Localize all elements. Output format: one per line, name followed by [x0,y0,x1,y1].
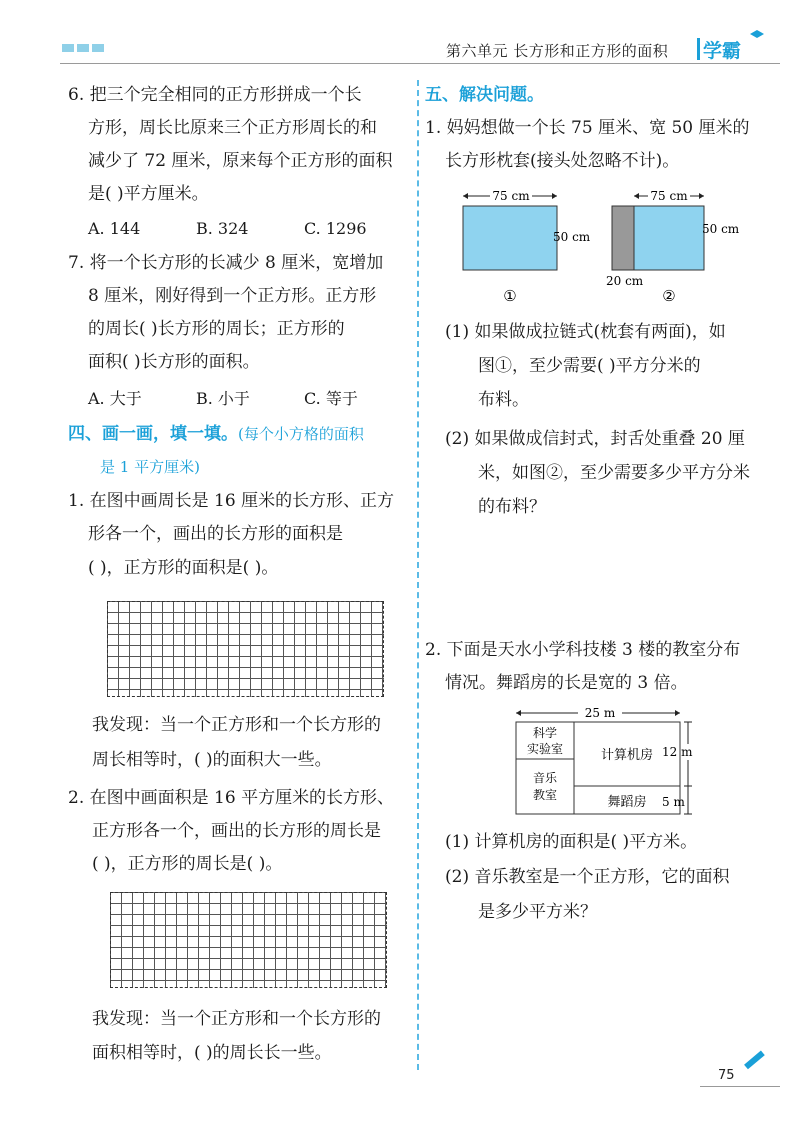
fig2-flap-label: 20 cm [606,274,644,288]
drawing-grid-1[interactable] [107,601,384,697]
fig2-arrowhead-right [699,193,704,199]
room-computer-label: 计算机房 [600,748,654,763]
column-divider [417,80,419,1070]
p1-sub1: 布料。 [478,390,529,410]
room-music-label: 教室 [532,788,558,802]
p2-sub2: (2) 音乐教室是一个正方形，它的面积 [445,867,730,887]
q6-line: 减少了 72 厘米，原来每个正方形的面积 [88,151,393,171]
q7-line: 的周长( )长方形的周长；正方形的 [88,319,345,339]
pencil-icon [744,1051,765,1070]
section-5-title: 五、解决问题。 [425,85,544,105]
floor-plan [508,702,718,822]
p1-sub2: 的布料？ [478,497,546,517]
fig1-length-label: 75 cm [492,189,530,203]
q6-option-c: C. 1296 [304,219,367,238]
fig2-width-label: 50 cm [702,222,740,236]
plan-arrowhead-left [516,710,521,716]
d1-line: 形各一个，画出的长方形的面积是 [88,524,343,544]
q7-line: 8 厘米，刚好得到一个正方形。正方形 [88,286,377,306]
room-dance-label: 舞蹈房 [607,795,647,810]
d2-finding: 面积相等时，( )的周长长一些。 [92,1043,332,1063]
section-4-heading [68,424,364,444]
q6-line: 方形，周长比原来三个正方形周长的和 [88,118,377,138]
d1-line: 1. 在图中画周长是 16 厘米的长方形、正方 [68,491,395,511]
section-4-note-cont [100,457,200,477]
p1-sub1: 图①，至少需要( )平方分米的 [478,356,701,376]
fig2-arrowhead-left [634,193,639,199]
header-rule [60,63,780,64]
plan-width-label: 25 m [584,706,616,720]
pillowcase-figure-1 [455,186,605,306]
q7-line: 7. 将一个长方形的长减少 8 厘米，宽增加 [68,253,384,273]
p1-line: 长方形枕套(接头处忽略不计)。 [445,151,680,171]
section-4-note: (每个小方格的面积 [238,425,364,443]
drawing-grid-2[interactable] [110,892,387,988]
footer-rule [700,1086,780,1087]
page-number: 75 [718,1068,735,1083]
fig1-arrowhead-left [463,193,468,199]
q7-option-b: B. 小于 [196,389,250,408]
room-music-label: 音乐 [532,771,558,785]
header-decoration [62,44,104,52]
d1-finding: 周长相等时，( )的面积大一些。 [92,750,332,770]
graduation-hat-icon [750,30,764,38]
fig1-width-label: 50 cm [553,230,591,244]
p1-line: 1. 妈妈想做一个长 75 厘米、宽 50 厘米的 [425,118,750,138]
p2-line: 情况。舞蹈房的长是宽的 3 倍。 [445,673,688,693]
d2-line: ( )，正方形的周长是( )。 [92,854,283,874]
q6-option-b: B. 324 [196,219,249,238]
d2-line: 正方形各一个，画出的长方形的周长是 [92,821,381,841]
d1-line: ( )，正方形的面积是( )。 [88,558,279,578]
q6-line: 6. 把三个完全相同的正方形拼成一个长 [68,85,362,105]
section-4-title: 四、画一画，填一填。 [68,424,238,444]
p2-sub2: 是多少平方米？ [478,902,597,922]
unit-title: 第六单元 长方形和正方形的面积 [446,42,669,60]
fig2-number: ② [662,287,676,305]
brand-bar [697,38,700,60]
p1-sub1: (1) 如果做成拉链式(枕套有两面)，如 [445,322,726,342]
q6-option-a: A. 144 [88,219,141,238]
fig2-flap [612,206,634,270]
q6-line: 是( )平方厘米。 [88,184,209,204]
fig2-rectangle [634,206,704,270]
p2-line: 2. 下面是天水小学科技楼 3 楼的教室分布 [425,640,741,660]
plan-height-top-label: 12 m [662,745,693,759]
d2-finding: 我发现：当一个正方形和一个长方形的 [92,1009,381,1029]
d1-finding: 我发现：当一个正方形和一个长方形的 [92,715,381,735]
p1-sub2: (2) 如果做成信封式，封舌处重叠 20 厘 [445,429,745,449]
fig2-length-label: 75 cm [650,189,688,203]
p2-sub1: (1) 计算机房的面积是( )平方米。 [445,832,698,852]
plan-height-bottom-label: 5 m [662,795,685,809]
d2-line: 2. 在图中画面积是 16 平方厘米的长方形、 [68,788,395,808]
brand-logo: 学霸 [703,40,742,62]
room-lab-label: 实验室 [526,742,564,756]
room-lab-label: 科学 [532,726,558,740]
q7-option-c: C. 等于 [304,389,358,408]
q7-line: 面积( )长方形的面积。 [88,352,260,372]
fig1-arrowhead-right [552,193,557,199]
fig1-rectangle [463,206,557,270]
plan-arrowhead-right [675,710,680,716]
section-4-note-line2: 是 1 平方厘米) [100,458,200,476]
fig1-number: ① [503,287,517,305]
p1-sub2: 米，如图②，至少需要多少平方分米 [478,463,750,483]
pillowcase-figure-2 [604,186,764,306]
q7-option-a: A. 大于 [88,389,142,408]
